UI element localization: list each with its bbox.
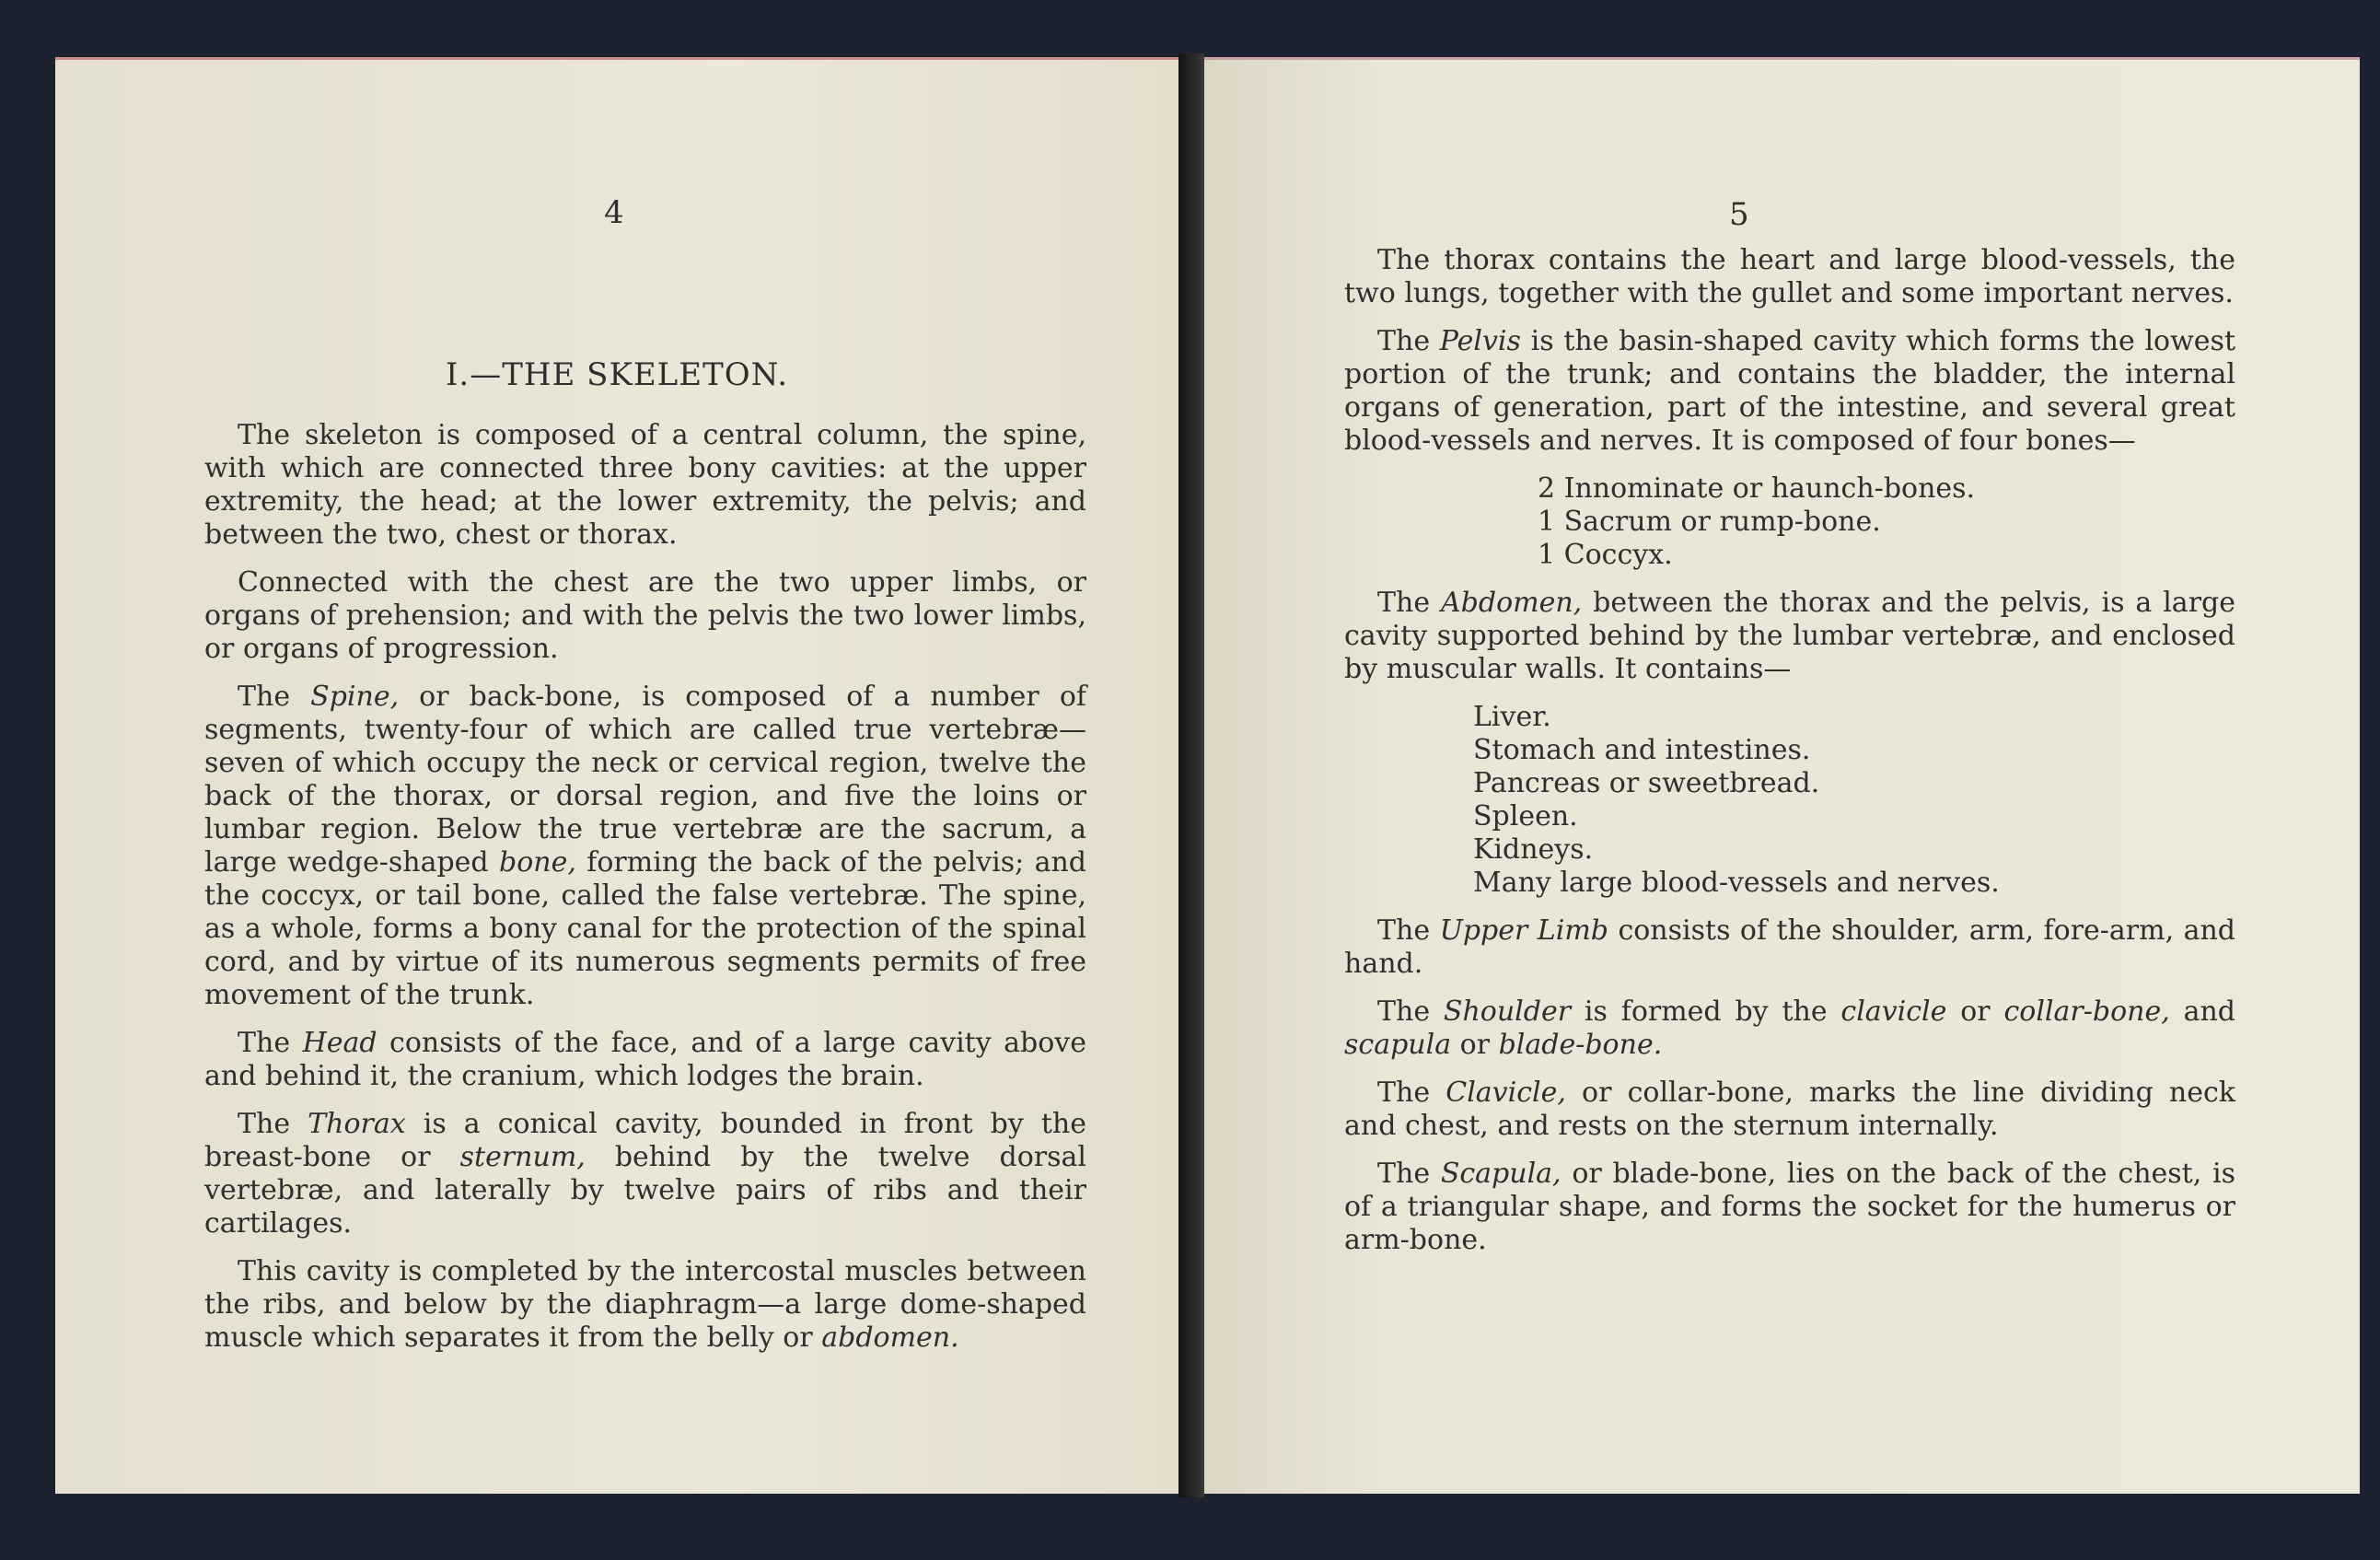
paragraph (1344, 995, 2235, 1062)
text-run: is formed by the (1571, 995, 1841, 1028)
text-run: The (238, 1027, 303, 1059)
text-run: or (1451, 1029, 1499, 1061)
page-number-left: 4 (604, 194, 625, 231)
paragraph (1344, 587, 2235, 686)
list-item: Spleen. (1473, 800, 1578, 832)
italic-term: Clavicle, (1445, 1077, 1566, 1109)
paragraph (204, 1027, 1086, 1093)
text-run: consists of the face, and of a large cavity above and behind it, the cranium, which lodges the brain. (204, 1027, 1086, 1092)
italic-term: Spine, (310, 681, 400, 713)
text-run: This cavity is completed by the intercostal muscles between the ribs, and below by the diaphragm—a large dome-shaped muscle which separates it from the belly or (204, 1255, 1086, 1354)
list-item: Stomach and intestines. (1473, 734, 1811, 766)
right-page (1204, 57, 2360, 1494)
left-page-text (204, 419, 1086, 1369)
text-run: The (238, 1108, 308, 1140)
text-run: behind by the twelve dorsal vertebræ, and laterally by twelve pairs of ribs and their cartilages. (204, 1141, 1086, 1240)
text-run: The (238, 681, 311, 713)
italic-term: clavicle (1840, 995, 1947, 1028)
paragraph (204, 681, 1086, 1012)
paragraph (204, 1255, 1086, 1355)
list-item: Liver. (1473, 701, 1551, 733)
text-run: forming the back of the pelvis; and the coccyx, or tail bone, called the false vertebræ. The spine, as a whole, forms a bony canal for the protection of the spinal cord, and by virtue of its numerous segments permits of free movement of the trunk. (204, 846, 1086, 1011)
italic-term: Abdomen, (1441, 587, 1583, 619)
right-page-text (1344, 244, 2235, 1272)
left-page (55, 57, 1178, 1494)
paragraph (204, 1108, 1086, 1240)
paragraph (1344, 1077, 2235, 1143)
italic-term: collar-bone, (2003, 995, 2170, 1028)
paragraph (1344, 244, 2235, 310)
text-run: The skeleton is composed of a central column, the spine, with which are connected three bony cavities: at the upper extremity, the head; at the lower extremity, the pelvis; and between the two, chest or thorax. (204, 419, 1086, 551)
list-item: Many large blood-vessels and nerves. (1473, 867, 2000, 899)
italic-term: Scapula, (1440, 1158, 1562, 1190)
bone-organ-list (1344, 701, 2235, 900)
bone-organ-list (1344, 472, 2235, 572)
list-item: 1 Coccyx. (1538, 539, 1673, 571)
text-run: between the thorax and the pelvis, is a large cavity supported behind by the lumbar vertebræ, and enclosed by muscular walls. It contains— (1344, 587, 2235, 685)
text-run: The (1377, 587, 1442, 619)
paragraph (1344, 1158, 2235, 1257)
book-gutter (1178, 53, 1204, 1497)
list-item: Kidneys. (1473, 833, 1594, 866)
paragraph (1344, 914, 2235, 981)
italic-term: bone, (499, 846, 576, 879)
text-run: The (1377, 1158, 1441, 1190)
italic-term: Shoulder (1443, 995, 1572, 1028)
text-run: The (1377, 914, 1440, 947)
italic-term: scapula (1344, 1029, 1452, 1061)
italic-term: Head (302, 1027, 377, 1059)
paragraph (204, 419, 1086, 552)
text-run: The thorax contains the heart and large blood-vessels, the two lungs, together with the gullet and some important nerves. (1344, 244, 2235, 309)
text-run: Connected with the chest are the two upper limbs, or organs of prehension; and with the pelvis the two lower limbs, or organs of progression. (204, 566, 1086, 665)
text-run: or back-bone, is composed of a number of segments, twenty-four of which are called true vertebræ—seven of which occupy the neck or cervical region, twelve the back of the thorax, or dorsal region, and five the loins or lumbar region. Below the true vertebræ are the sacrum, a large wedge-shaped (204, 681, 1086, 879)
page-number-right: 5 (1729, 196, 1750, 233)
text-run: or collar-bone, marks the line dividing neck and chest, and rests on the sternum internally. (1344, 1077, 2235, 1142)
italic-term: Thorax (308, 1108, 406, 1140)
paragraph (1344, 325, 2235, 458)
list-item: 2 Innominate or haunch-bones. (1538, 472, 1976, 505)
text-run: The (1377, 1077, 1446, 1109)
text-run: or blade-bone, lies on the back of the chest, is of a triangular shape, and forms the socket for the humerus or arm-bone. (1344, 1158, 2235, 1256)
text-run: and (2169, 995, 2235, 1028)
italic-term: abdomen. (821, 1321, 959, 1354)
list-item: 1 Sacrum or rump-bone. (1538, 506, 1881, 538)
text-run: is the basin-shaped cavity which forms the lowest portion of the trunk; and contains the bladder, the internal organs of generation, part of the intestine, and several great blood-vessels and nerves. It is composed of four bones— (1344, 325, 2235, 457)
italic-term: blade-bone. (1498, 1029, 1663, 1061)
text-run: The (1377, 995, 1444, 1028)
list-item: Pancreas or sweetbread. (1473, 767, 1820, 799)
paragraph (204, 566, 1086, 666)
text-run: consists of the shoulder, arm, fore-arm, and hand. (1344, 914, 2236, 980)
text-run: is a conical cavity, bounded in front by the breast-bone or (204, 1108, 1087, 1173)
text-run: or (1946, 995, 2004, 1028)
section-heading: I.—THE SKELETON. (445, 356, 789, 393)
italic-term: Pelvis (1439, 325, 1521, 357)
italic-term: Upper Limb (1439, 914, 1608, 947)
italic-term: sternum, (459, 1141, 586, 1173)
text-run: The (1377, 325, 1440, 357)
